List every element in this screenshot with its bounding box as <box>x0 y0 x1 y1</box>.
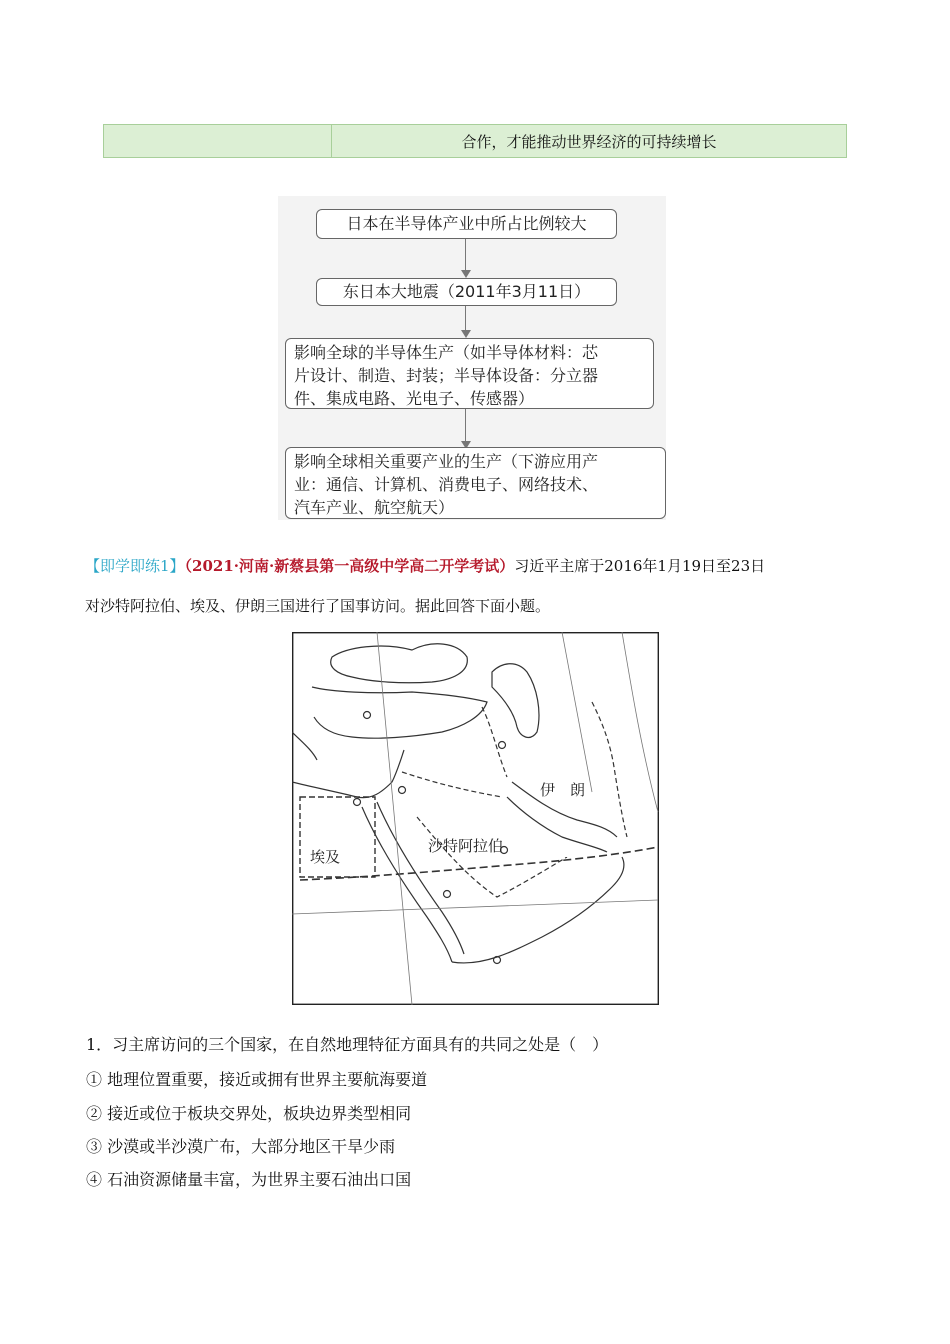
exercise-source: （2021·河南·新蔡县第一高级中学高二开学考试） <box>184 557 515 575</box>
flow-box-3 <box>285 338 654 409</box>
exercise-tag: 【即学即练1】 <box>85 557 185 575</box>
flow-box-2: 东日本大地震（2011年3月11日） <box>316 278 617 306</box>
question-stem: 1．习主席访问的三个国家，在自然地理特征方面具有的共同之处是（ ） <box>86 1035 609 1054</box>
map-label-iran: 伊 朗 <box>540 781 586 799</box>
exercise-intro-line-2: 对沙特阿拉伯、埃及、伊朗三国进行了国事访问。据此回答下面小题。 <box>85 597 551 615</box>
question-option: ③ 沙漠或半沙漠广布，大部分地区干旱少雨 <box>86 1137 396 1156</box>
flow-box-4 <box>285 447 666 519</box>
flow-arrow-3 <box>465 409 466 443</box>
exercise-text: 习近平主席于2016年1月19日至23日 <box>514 557 766 575</box>
flow-arrowhead-2 <box>461 330 471 338</box>
table-row <box>103 124 847 158</box>
flow-arrow-1 <box>465 239 466 271</box>
flow-box-3-line: 件、集成电路、光电子、传感器） <box>294 389 535 409</box>
exercise-intro-line-1 <box>85 555 765 576</box>
flow-box-4-line: 汽车产业、航空航天） <box>294 498 455 518</box>
flow-box-4-line: 影响全球相关重要产业的生产（下游应用产 <box>294 452 599 471</box>
flow-box-1: 日本在半导体产业中所占比例较大 <box>316 209 617 239</box>
question-option: ① 地理位置重要，接近或拥有世界主要航海要道 <box>86 1070 428 1089</box>
middle-east-map <box>292 632 659 1005</box>
flow-arrow-2 <box>465 306 466 332</box>
table-cell: 合作，才能推动世界经济的可持续增长 <box>461 132 717 151</box>
question-option: ② 接近或位于板块交界处，板块边界类型相同 <box>86 1104 412 1123</box>
question-option: ④ 石油资源储量丰富，为世界主要石油出口国 <box>86 1170 412 1189</box>
map-label-saudi: 沙特阿拉伯 <box>428 837 504 855</box>
flow-box-3-line: 影响全球的半导体生产（如半导体材料：芯 <box>294 343 599 362</box>
flow-box-4-line: 业：通信、计算机、消费电子、网络技术、 <box>294 475 599 495</box>
map-label-egypt: 埃及 <box>310 848 341 866</box>
flow-arrowhead-1 <box>461 270 471 278</box>
flow-box-3-line: 片设计、制造、封装；半导体设备：分立器 <box>294 366 599 386</box>
